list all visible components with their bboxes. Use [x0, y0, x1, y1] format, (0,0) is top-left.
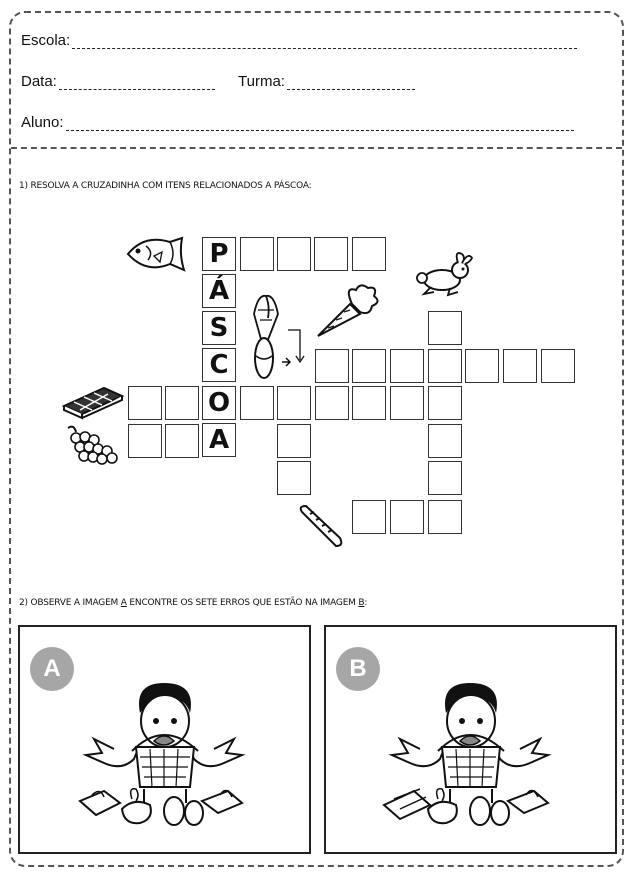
- crossword-cell[interactable]: [390, 500, 424, 534]
- crossword-cell[interactable]: [465, 349, 499, 383]
- student-input-line[interactable]: [66, 118, 574, 131]
- chocolate-bar-icon: [60, 384, 126, 418]
- question-2-image-a-ref: A: [120, 598, 127, 608]
- date-input-line[interactable]: [59, 77, 215, 90]
- crossword-cell[interactable]: [428, 386, 462, 420]
- question-1-text: 1) RESOLVA A CRUZADINHA COM ITENS RELACIONADOS A PÁSCOA:: [19, 181, 312, 191]
- date-field: [21, 73, 215, 90]
- student-label: Aluno:: [21, 114, 64, 131]
- image-b-panel: [324, 625, 617, 854]
- question-2-prefix: 2) OBSERVE A IMAGEM: [19, 598, 121, 608]
- carrot-icon: [314, 282, 384, 342]
- crossword-cell[interactable]: [277, 237, 311, 271]
- fish-icon: [124, 232, 196, 276]
- student-field: [21, 114, 574, 131]
- crossword-cell[interactable]: [165, 386, 199, 420]
- letter-cell: S: [202, 311, 236, 345]
- header-divider: [11, 147, 622, 149]
- crossword-cell[interactable]: [165, 424, 199, 458]
- crossword-cell[interactable]: [352, 386, 386, 420]
- crossword-cell[interactable]: [428, 461, 462, 495]
- school-label: Escola:: [21, 32, 71, 49]
- rabbit-icon: [414, 250, 474, 298]
- crossword-cell[interactable]: [428, 500, 462, 534]
- image-b-badge: B: [336, 647, 380, 691]
- image-a-panel: [18, 625, 311, 854]
- question-2-suffix: :: [364, 598, 368, 608]
- chocolate-egg-icon: [248, 290, 310, 382]
- letter-cell: A: [202, 423, 236, 457]
- crossword-cell[interactable]: [315, 386, 349, 420]
- class-field: [238, 73, 415, 90]
- letter-cell: P: [202, 237, 236, 271]
- letter-cell: O: [202, 386, 236, 420]
- class-label: Turma:: [238, 73, 285, 90]
- child-with-easter-basket-illustration: [74, 679, 254, 839]
- crossword-cell[interactable]: [352, 349, 386, 383]
- crossword-cell[interactable]: [541, 349, 575, 383]
- letter-cell: Á: [202, 274, 236, 308]
- crossword-cell[interactable]: [128, 386, 162, 420]
- date-label: Data:: [21, 73, 57, 90]
- question-2-middle: ENCONTRE OS SETE ERROS QUE ESTÃO NA IMAGEM: [126, 598, 359, 608]
- crossword-cell[interactable]: [390, 349, 424, 383]
- grapes-icon: [64, 422, 122, 466]
- crossword-cell[interactable]: [277, 424, 311, 458]
- crossword-cell[interactable]: [390, 386, 424, 420]
- crossword-cell[interactable]: [352, 237, 386, 271]
- letter-cell: C: [202, 348, 236, 382]
- crossword-cell[interactable]: [428, 349, 462, 383]
- school-input-line[interactable]: [72, 36, 577, 49]
- crossword-cell[interactable]: [240, 237, 274, 271]
- crossword-cell[interactable]: [503, 349, 537, 383]
- image-a-badge: A: [30, 647, 74, 691]
- crossword-cell[interactable]: [315, 349, 349, 383]
- crossword-cell[interactable]: [352, 500, 386, 534]
- crossword-cell[interactable]: [277, 386, 311, 420]
- crossword-cell[interactable]: [428, 311, 462, 345]
- class-input-line[interactable]: [287, 77, 415, 90]
- crossword-cell[interactable]: [314, 237, 348, 271]
- crossword-cell[interactable]: [277, 461, 311, 495]
- question-2-image-b-ref: B: [358, 598, 365, 608]
- crossword-cell[interactable]: [240, 386, 274, 420]
- school-field: [21, 32, 577, 49]
- question-2-text: [19, 598, 367, 608]
- bread-icon: [296, 502, 346, 550]
- child-with-easter-basket-illustration: [380, 679, 560, 839]
- crossword-cell[interactable]: [428, 424, 462, 458]
- crossword-cell[interactable]: [128, 424, 162, 458]
